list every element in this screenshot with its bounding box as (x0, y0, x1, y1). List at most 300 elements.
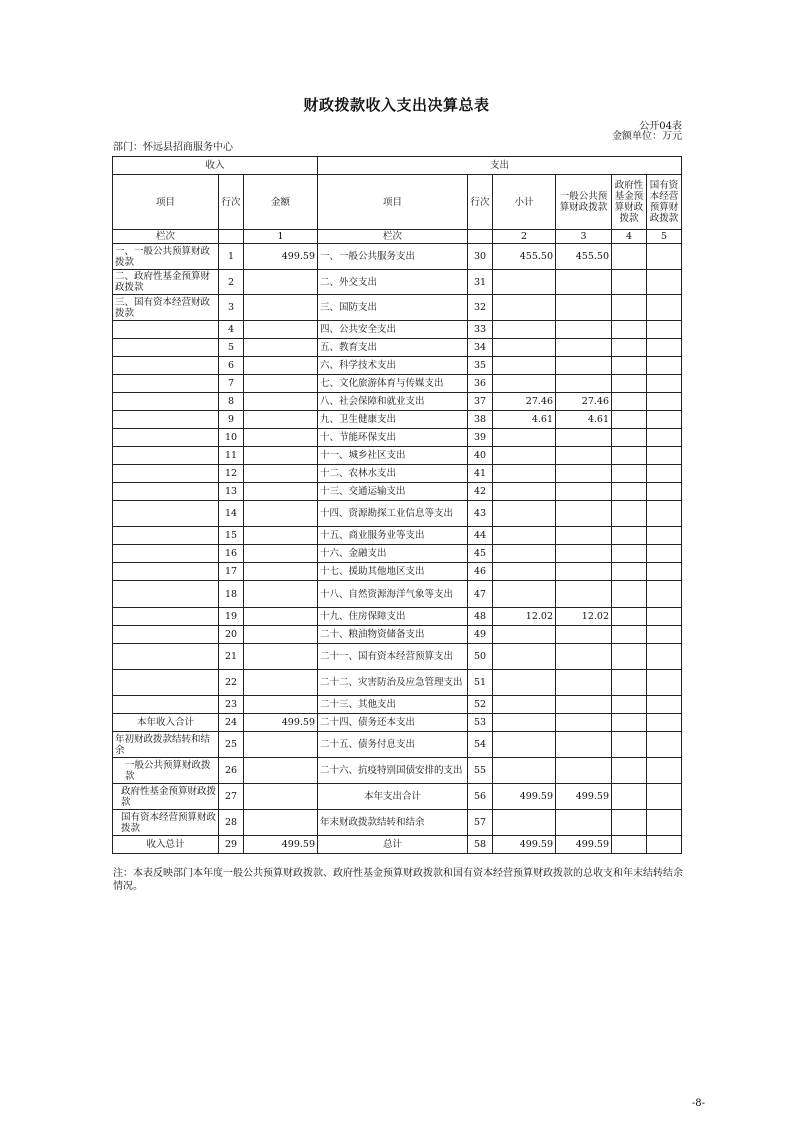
gov-fund-value (612, 563, 647, 581)
col-number-1: 1 (244, 230, 318, 244)
general-budget-value (556, 545, 612, 563)
table-row (113, 295, 682, 321)
income-row-no: 6 (219, 357, 244, 375)
subtotal-value (493, 644, 556, 670)
gov-fund-value (612, 375, 647, 393)
table-row (113, 626, 682, 644)
expense-row-no: 32 (468, 295, 493, 321)
expense-row-no: 55 (468, 758, 493, 784)
income-row-no: 21 (219, 644, 244, 670)
income-item (113, 626, 219, 644)
gov-fund-value (612, 465, 647, 483)
income-item (113, 483, 219, 501)
income-row-no: 25 (219, 732, 244, 758)
expense-row-no: 43 (468, 501, 493, 527)
income-row-no: 3 (219, 295, 244, 321)
income-item (113, 608, 219, 626)
income-item: 一、一般公共预算财政拨款 (113, 244, 219, 270)
income-row-no: 20 (219, 626, 244, 644)
table-row (113, 696, 682, 714)
income-row-no: 11 (219, 447, 244, 465)
gov-fund-value (612, 810, 647, 836)
subtotal-value: 4.61 (493, 411, 556, 429)
state-capital-value (647, 758, 682, 784)
income-amount (244, 784, 318, 810)
income-row-no: 22 (219, 670, 244, 696)
state-capital-value (647, 375, 682, 393)
expense-row-no: 54 (468, 732, 493, 758)
income-amount (244, 696, 318, 714)
table-row (113, 545, 682, 563)
expense-item: 十六、金融支出 (318, 545, 468, 563)
table-row (113, 758, 682, 784)
gov-fund-value (612, 447, 647, 465)
expense-item-header: 项目 (318, 175, 468, 230)
income-row-no: 29 (219, 836, 244, 854)
gov-fund-value (612, 545, 647, 563)
subtotal-header: 小计 (493, 175, 556, 230)
state-capital-value (647, 447, 682, 465)
general-budget-value: 499.59 (556, 836, 612, 854)
state-capital-value (647, 411, 682, 429)
subtotal-value (493, 429, 556, 447)
income-item (113, 527, 219, 545)
general-budget-value (556, 501, 612, 527)
gov-fund-value (612, 357, 647, 375)
state-capital-value (647, 810, 682, 836)
table-row (113, 447, 682, 465)
income-amount (244, 375, 318, 393)
general-budget-value: 27.46 (556, 393, 612, 411)
expense-row-no: 41 (468, 465, 493, 483)
expense-item: 十七、援助其他地区支出 (318, 563, 468, 581)
income-amount (244, 429, 318, 447)
subtotal-value: 27.46 (493, 393, 556, 411)
gov-fund-value (612, 244, 647, 270)
subtotal-value (493, 670, 556, 696)
table-row (113, 563, 682, 581)
income-row-no: 8 (219, 393, 244, 411)
income-item (113, 321, 219, 339)
expense-header: 支出 (318, 157, 682, 175)
state-capital-value (647, 545, 682, 563)
subtotal-value (493, 714, 556, 732)
general-budget-value: 4.61 (556, 411, 612, 429)
table-row (113, 483, 682, 501)
gov-fund-value (612, 411, 647, 429)
table-row (113, 810, 682, 836)
table-row (113, 411, 682, 429)
table-row (113, 501, 682, 527)
gov-fund-value (612, 483, 647, 501)
expense-row-no: 35 (468, 357, 493, 375)
income-row-no: 2 (219, 270, 244, 295)
general-budget-value: 12.02 (556, 608, 612, 626)
expense-item: 十二、农林水支出 (318, 465, 468, 483)
expense-item: 十三、交通运输支出 (318, 483, 468, 501)
income-amount (244, 483, 318, 501)
gov-fund-value (612, 608, 647, 626)
income-item (113, 501, 219, 527)
general-budget-value (556, 563, 612, 581)
income-amount (244, 626, 318, 644)
income-row-no: 16 (219, 545, 244, 563)
income-amount (244, 810, 318, 836)
income-item (113, 429, 219, 447)
state-capital-header: 国有资本经营预算财政拨款 (647, 175, 682, 230)
income-amount (244, 563, 318, 581)
col-label: 栏次 (113, 230, 219, 244)
expense-item: 十、节能环保支出 (318, 429, 468, 447)
income-row-no: 1 (219, 244, 244, 270)
general-budget-value (556, 270, 612, 295)
state-capital-value (647, 527, 682, 545)
budget-summary-table (112, 156, 682, 854)
income-amount (244, 465, 318, 483)
income-amount (244, 270, 318, 295)
expense-item: 十八、自然资源海洋气象等支出 (318, 581, 468, 608)
income-row-no: 15 (219, 527, 244, 545)
expense-item: 六、科学技术支出 (318, 357, 468, 375)
state-capital-value (647, 626, 682, 644)
state-capital-value (647, 670, 682, 696)
state-capital-value (647, 836, 682, 854)
expense-item: 总计 (318, 836, 468, 854)
income-item (113, 465, 219, 483)
expense-row-no: 30 (468, 244, 493, 270)
expense-row-no: 33 (468, 321, 493, 339)
income-row-no: 26 (219, 758, 244, 784)
gov-fund-value (612, 393, 647, 411)
expense-item: 二、外交支出 (318, 270, 468, 295)
col-number-2: 2 (493, 230, 556, 244)
general-budget-header: 一般公共预算财政拨款 (556, 175, 612, 230)
expense-row-no: 52 (468, 696, 493, 714)
income-row-no: 5 (219, 339, 244, 357)
state-capital-value (647, 732, 682, 758)
general-budget-value (556, 644, 612, 670)
income-row-no: 28 (219, 810, 244, 836)
expense-item: 五、教育支出 (318, 339, 468, 357)
income-row-no: 24 (219, 714, 244, 732)
expense-item: 三、国防支出 (318, 295, 468, 321)
subtotal-value: 455.50 (493, 244, 556, 270)
subtotal-value (493, 581, 556, 608)
state-capital-value (647, 270, 682, 295)
expense-row-no: 49 (468, 626, 493, 644)
income-amount (244, 339, 318, 357)
gov-fund-value (612, 321, 647, 339)
income-header: 收入 (113, 157, 318, 175)
subtotal-value (493, 375, 556, 393)
income-amount (244, 411, 318, 429)
income-item (113, 644, 219, 670)
expense-item: 四、公共安全支出 (318, 321, 468, 339)
income-amount (244, 670, 318, 696)
expense-row-no: 44 (468, 527, 493, 545)
table-row (113, 608, 682, 626)
subtotal-value (493, 810, 556, 836)
state-capital-value (647, 339, 682, 357)
state-capital-value (647, 357, 682, 375)
income-row-no: 17 (219, 563, 244, 581)
table-row (113, 581, 682, 608)
income-amount: 499.59 (244, 244, 318, 270)
footnote: 注：本表反映部门本年度一般公共预算财政拨款、政府性基金预算财政拨款和国有资本经营预算财政拨款的总收支和年末结转结余情况。 (113, 868, 683, 892)
expense-row-no: 40 (468, 447, 493, 465)
expense-item: 十四、资源勘探工业信息等支出 (318, 501, 468, 527)
state-capital-value (647, 501, 682, 527)
expense-row-no: 39 (468, 429, 493, 447)
expense-row-no: 51 (468, 670, 493, 696)
expense-row-no: 53 (468, 714, 493, 732)
income-item (113, 375, 219, 393)
income-amount (244, 393, 318, 411)
department-label: 部门：怀远县招商服务中心 (113, 142, 233, 153)
general-budget-value (556, 429, 612, 447)
state-capital-value (647, 244, 682, 270)
gov-fund-value (612, 714, 647, 732)
subtotal-value (493, 483, 556, 501)
table-row (113, 527, 682, 545)
subtotal-value (493, 696, 556, 714)
subtotal-value (493, 270, 556, 295)
income-row-no: 10 (219, 429, 244, 447)
income-amount (244, 321, 318, 339)
subtotal-value (493, 545, 556, 563)
gov-fund-value (612, 732, 647, 758)
income-rowno-header: 行次 (219, 175, 244, 230)
general-budget-value (556, 527, 612, 545)
income-amount (244, 357, 318, 375)
subtotal-value (493, 465, 556, 483)
income-item: 二、政府性基金预算财政拨款 (113, 270, 219, 295)
subtotal-value (493, 626, 556, 644)
income-item (113, 670, 219, 696)
income-row-no: 27 (219, 784, 244, 810)
income-amount: 499.59 (244, 836, 318, 854)
expense-item: 二十二、灾害防治及应急管理支出 (318, 670, 468, 696)
income-amount (244, 295, 318, 321)
page-number: -8- (691, 1098, 705, 1109)
subtotal-value (493, 758, 556, 784)
gov-fund-value (612, 295, 647, 321)
income-amount (244, 447, 318, 465)
table-row (113, 784, 682, 810)
income-amount (244, 501, 318, 527)
state-capital-value (647, 563, 682, 581)
general-budget-value (556, 339, 612, 357)
income-amount (244, 644, 318, 670)
income-row-no: 9 (219, 411, 244, 429)
expense-item: 十一、城乡社区支出 (318, 447, 468, 465)
table-row (113, 244, 682, 270)
income-row-no: 7 (219, 375, 244, 393)
subtotal-value: 499.59 (493, 784, 556, 810)
income-item (113, 545, 219, 563)
income-row-no: 18 (219, 581, 244, 608)
general-budget-value (556, 810, 612, 836)
income-item: 一般公共预算财政拨款 (113, 758, 219, 784)
state-capital-value (647, 321, 682, 339)
expense-row-no: 50 (468, 644, 493, 670)
expense-row-no: 56 (468, 784, 493, 810)
gov-fund-value (612, 501, 647, 527)
expense-item: 十五、商业服务业等支出 (318, 527, 468, 545)
subtotal-value (493, 527, 556, 545)
income-amount (244, 581, 318, 608)
expense-item: 七、文化旅游体育与传媒支出 (318, 375, 468, 393)
general-budget-value (556, 732, 612, 758)
income-amount (244, 545, 318, 563)
expense-item: 二十、粮油物资储备支出 (318, 626, 468, 644)
expense-row-no: 36 (468, 375, 493, 393)
income-row-no: 4 (219, 321, 244, 339)
table-row (113, 732, 682, 758)
income-item: 国有资本经营预算财政拨款 (113, 810, 219, 836)
unit-label: 金额单位：万元 (612, 131, 682, 142)
exp-col-label: 栏次 (318, 230, 468, 244)
income-item (113, 447, 219, 465)
expense-row-no: 48 (468, 608, 493, 626)
gov-fund-header: 政府性基金预算财政拨款 (612, 175, 647, 230)
state-capital-value (647, 483, 682, 501)
general-budget-value: 499.59 (556, 784, 612, 810)
income-item: 本年收入合计 (113, 714, 219, 732)
expense-row-no: 37 (468, 393, 493, 411)
state-capital-value (647, 644, 682, 670)
table-row (113, 321, 682, 339)
subtotal-value: 499.59 (493, 836, 556, 854)
state-capital-value (647, 393, 682, 411)
income-row-no: 19 (219, 608, 244, 626)
income-amount-header: 金额 (244, 175, 318, 230)
table-row (113, 670, 682, 696)
gov-fund-value (612, 429, 647, 447)
subtotal-value (493, 447, 556, 465)
col-number-3: 3 (556, 230, 612, 244)
general-budget-value (556, 758, 612, 784)
exp-col-label-blank (468, 230, 493, 244)
income-item (113, 696, 219, 714)
income-amount (244, 608, 318, 626)
form-code: 公开04表 (639, 121, 682, 132)
income-item: 收入总计 (113, 836, 219, 854)
subtotal-value (493, 732, 556, 758)
subtotal-value: 12.02 (493, 608, 556, 626)
state-capital-value (647, 608, 682, 626)
general-budget-value (556, 714, 612, 732)
state-capital-value (647, 295, 682, 321)
gov-fund-value (612, 339, 647, 357)
table-row (113, 357, 682, 375)
general-budget-value (556, 465, 612, 483)
general-budget-value (556, 626, 612, 644)
expense-row-no: 58 (468, 836, 493, 854)
income-item: 政府性基金预算财政拨款 (113, 784, 219, 810)
state-capital-value (647, 714, 682, 732)
expense-row-no: 45 (468, 545, 493, 563)
income-item (113, 393, 219, 411)
expense-item: 二十四、债务还本支出 (318, 714, 468, 732)
income-item: 三、国有资本经营财政拨款 (113, 295, 219, 321)
state-capital-value (647, 581, 682, 608)
subtotal-value (493, 357, 556, 375)
income-amount (244, 527, 318, 545)
gov-fund-value (612, 836, 647, 854)
table-row (113, 465, 682, 483)
table-row (113, 375, 682, 393)
subtotal-value (493, 501, 556, 527)
income-row-no: 23 (219, 696, 244, 714)
col-number-5: 5 (647, 230, 682, 244)
expense-row-no: 38 (468, 411, 493, 429)
gov-fund-value (612, 784, 647, 810)
expense-item: 八、社会保障和就业支出 (318, 393, 468, 411)
income-item: 年初财政拨款结转和结余 (113, 732, 219, 758)
income-row-no: 14 (219, 501, 244, 527)
expense-item: 二十六、抗疫特别国债安排的支出 (318, 758, 468, 784)
income-item (113, 357, 219, 375)
gov-fund-value (612, 581, 647, 608)
expense-row-no: 46 (468, 563, 493, 581)
general-budget-value (556, 670, 612, 696)
expense-row-no: 31 (468, 270, 493, 295)
subtotal-value (493, 321, 556, 339)
subtotal-value (493, 295, 556, 321)
expense-item: 本年支出合计 (318, 784, 468, 810)
gov-fund-value (612, 527, 647, 545)
income-item (113, 339, 219, 357)
state-capital-value (647, 465, 682, 483)
page-title: 财政拨款收入支出决算总表 (303, 96, 490, 114)
general-budget-value: 455.50 (556, 244, 612, 270)
table-row (113, 836, 682, 854)
expense-item: 十九、住房保障支出 (318, 608, 468, 626)
table-row (113, 270, 682, 295)
expense-item: 二十五、债务付息支出 (318, 732, 468, 758)
income-item (113, 563, 219, 581)
table-row (113, 339, 682, 357)
table-row (113, 393, 682, 411)
col-number-4: 4 (612, 230, 647, 244)
income-item-header: 项目 (113, 175, 219, 230)
gov-fund-value (612, 644, 647, 670)
income-item (113, 581, 219, 608)
expense-item: 九、卫生健康支出 (318, 411, 468, 429)
general-budget-value (556, 357, 612, 375)
gov-fund-value (612, 696, 647, 714)
expense-item: 一、一般公共服务支出 (318, 244, 468, 270)
income-amount: 499.59 (244, 714, 318, 732)
table-row (113, 714, 682, 732)
expense-rowno-header: 行次 (468, 175, 493, 230)
income-row-no: 13 (219, 483, 244, 501)
state-capital-value (647, 696, 682, 714)
general-budget-value (556, 581, 612, 608)
general-budget-value (556, 321, 612, 339)
general-budget-value (556, 295, 612, 321)
state-capital-value (647, 429, 682, 447)
subtotal-value (493, 339, 556, 357)
income-amount (244, 732, 318, 758)
table-row (113, 644, 682, 670)
subtotal-value (493, 563, 556, 581)
income-amount (244, 758, 318, 784)
expense-row-no: 47 (468, 581, 493, 608)
gov-fund-value (612, 758, 647, 784)
expense-row-no: 34 (468, 339, 493, 357)
